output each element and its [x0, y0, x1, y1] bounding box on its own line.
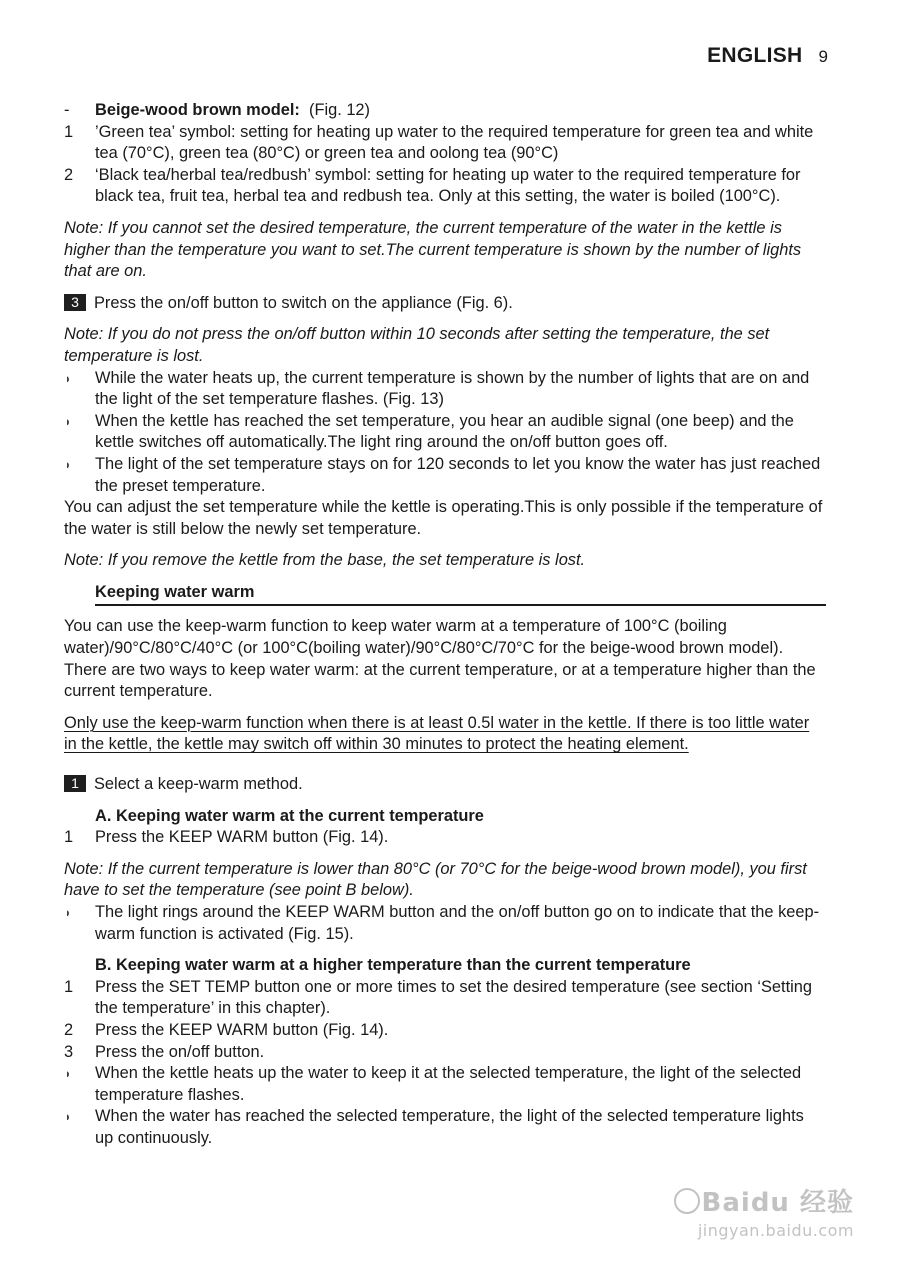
bullet-item [64, 902, 826, 945]
watermark-url: jingyan.baidu.com [697, 1221, 854, 1240]
bullet-item [64, 411, 826, 454]
page-header [707, 44, 828, 68]
body-paragraph: There are two ways to keep water warm: at the current temperature, or at a temperature higher than the current temperature. [64, 660, 816, 701]
bullet-item [64, 1063, 826, 1106]
bullet-icon: ◗ [65, 370, 71, 386]
body-paragraph: You can adjust the set temperature while the kettle is operating.This is only possible if the temperature of the water is still below the newly set temperature. [64, 498, 823, 538]
step-text: Press the on/off button. [95, 1042, 265, 1061]
step-number: 1 [64, 977, 74, 996]
paw-icon [674, 1188, 700, 1214]
bullet-icon: ◗ [65, 1109, 71, 1125]
bullet-icon: ◗ [65, 1066, 71, 1082]
bullet-item [64, 1106, 826, 1149]
bullet-icon: ◗ [65, 413, 71, 429]
numbered-step [64, 293, 826, 315]
step-badge: 3 [64, 294, 86, 311]
bullet-text: When the kettle has reached the set temperature, you hear an audible signal (one beep) and the kettle switches off automatically.The light ring around the on/off button goes off. [95, 411, 794, 452]
list-item [64, 827, 826, 849]
dash-marker: - [64, 101, 70, 119]
step-text: Press the SET TEMP button one or more times to set the desired temperature (see section ‘Setting the temperature’ in this chapter). [95, 977, 812, 1018]
baidu-watermark [672, 1182, 854, 1240]
bullet-item [64, 454, 826, 497]
step-number: 1 [64, 828, 74, 847]
list-item [64, 977, 826, 1020]
list-item [64, 165, 826, 208]
list-item [64, 1020, 826, 1042]
bullet-item [64, 368, 826, 411]
step-text: Press the on/off button to switch on the appliance (Fig. 6). [94, 293, 513, 312]
method-b-heading: B. Keeping water warm at a higher temperature than the current temperature [95, 956, 691, 975]
step-number: 1 [64, 122, 74, 141]
step-text: Press the KEEP WARM button (Fig. 14). [95, 828, 389, 847]
bullet-text: The light rings around the KEEP WARM button and the on/off button go on to indicate that the keep-warm function is activated (Fig. 15). [95, 903, 820, 943]
warning-paragraph: Only use the keep-warm function when there is at least 0.5l water in the kettle. If there is too little water in the kettle, the kettle may switch off within 30 minutes to protect the heating element. [64, 713, 810, 754]
language-label: ENGLISH [707, 44, 803, 67]
list-item [64, 1042, 826, 1064]
section-heading: Keeping water warm [95, 582, 826, 607]
step-text: Select a keep-warm method. [94, 775, 303, 794]
numbered-step [64, 774, 826, 796]
bullet-text: While the water heats up, the current temperature is shown by the number of lights that are on and the light of the set temperature flashes. (Fig. 13) [95, 368, 810, 409]
page-content [64, 100, 826, 1150]
bullet-text: When the water has reached the selected temperature, the light of the selected temperature lights up continuously. [95, 1107, 804, 1147]
note-paragraph: Note: If you do not press the on/off button within 10 seconds after setting the temperature, the set temperature is lost. [64, 325, 770, 365]
list-item [64, 122, 826, 165]
bullet-text: The light of the set temperature stays on for 120 seconds to let you know the water has just reached the preset temperature. [95, 454, 821, 495]
step-text: Press the KEEP WARM button (Fig. 14). [95, 1020, 389, 1039]
model-label: Beige-wood brown model: [95, 101, 300, 119]
body-paragraph: You can use the keep-warm function to keep water warm at a temperature of 100°C (boiling water)/90°C/80°C/40°C (or 100°C(boiling water)/90°C/80°C/70°C for the beige-wood brown model). [64, 617, 784, 658]
step-text: ‘Black tea/herbal tea/redbush’ symbol: setting for heating up water to the required temperature for black tea, fruit tea, herbal tea and redbush tea. Only at this setting, the water is boiled (100°C). [95, 165, 801, 206]
model-fig-ref: (Fig. 12) [308, 101, 371, 119]
note-paragraph: Note: If you cannot set the desired temperature, the current temperature of the water in the kettle is higher than the temperature you want to set.The current temperature is shown by the number of lights that are on. [64, 218, 802, 281]
step-number: 2 [64, 165, 74, 184]
bullet-icon: ◗ [65, 905, 71, 920]
bullet-icon: ◗ [65, 456, 71, 472]
note-paragraph: Note: If you remove the kettle from the base, the set temperature is lost. [64, 551, 586, 570]
method-a-heading: A. Keeping water warm at the current temperature [95, 806, 484, 825]
step-number: 2 [64, 1020, 74, 1039]
bullet-text: When the kettle heats up the water to keep it at the selected temperature, the light of the selected temperature flashes. [95, 1064, 802, 1104]
step-text: ’Green tea’ symbol: setting for heating up water to the required temperature for green tea and white tea (70°C), green tea (80°C) or green tea and oolong tea (90°C) [95, 122, 814, 163]
watermark-logo-text: Baidu 经验 [701, 1188, 854, 1218]
model-item [64, 100, 826, 122]
step-number: 3 [64, 1042, 74, 1061]
step-badge: 1 [64, 775, 86, 792]
note-paragraph: Note: If the current temperature is lower than 80°C (or 70°C for the beige-wood brown model), you first have to set the temperature (see point B below). [64, 859, 807, 900]
page-number: 9 [818, 47, 828, 66]
